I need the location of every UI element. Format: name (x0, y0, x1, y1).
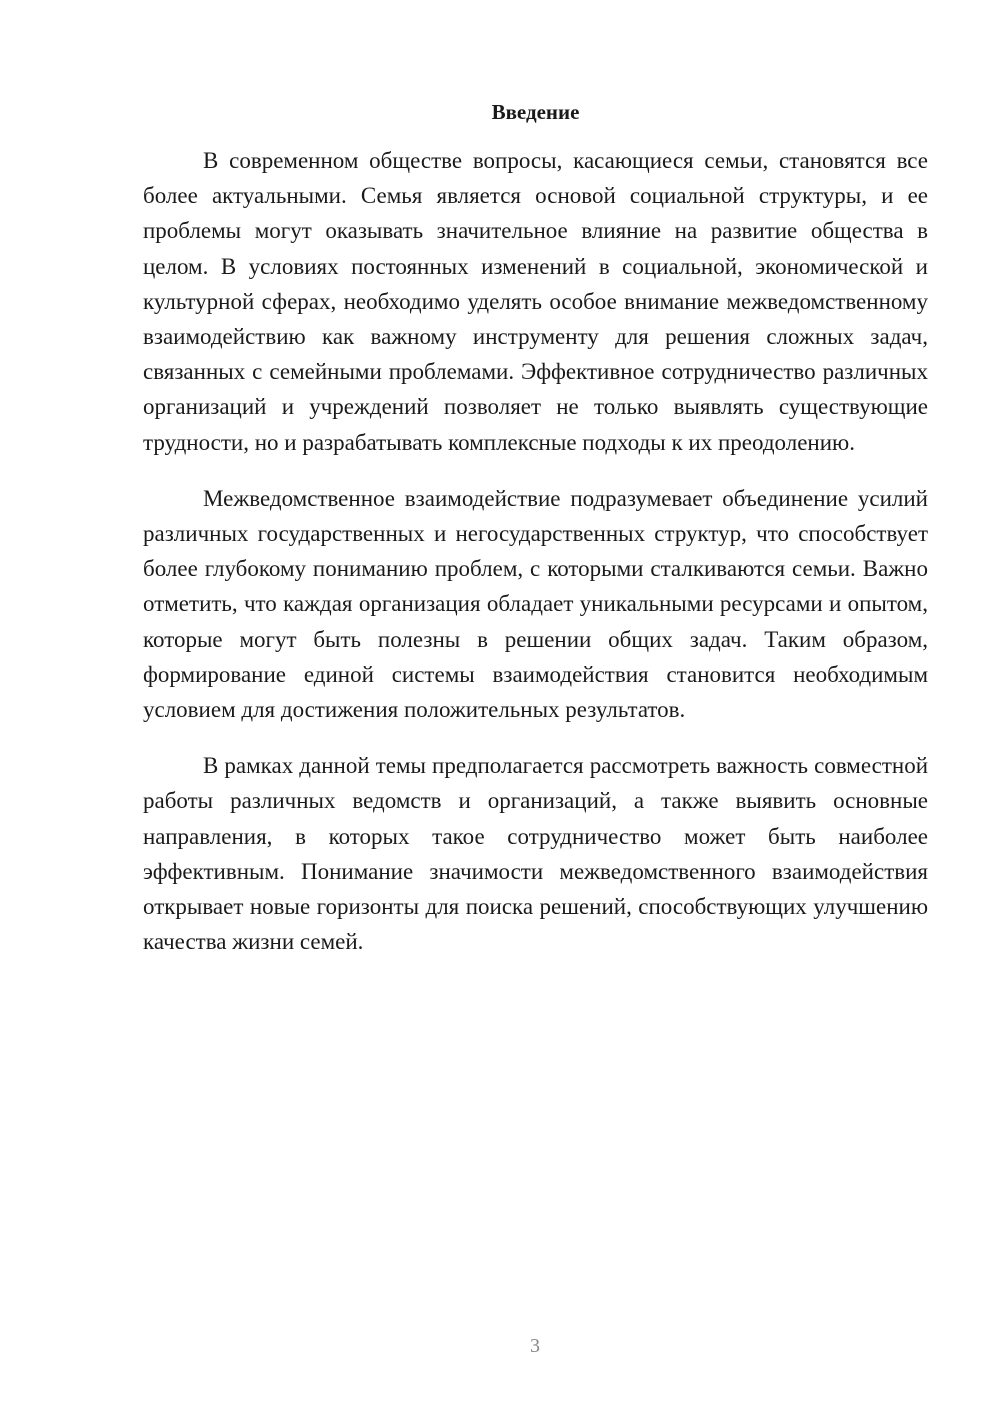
paragraph-1: В современном обществе вопросы, касающиеся семьи, становятся все более актуальными. Семья является основой социальной структуры, и ее проблемы могут оказывать значительное влияние на развитие общества в целом. В условиях постоянных изменений в социальной, экономической и культурной сферах, необходимо уделять особое внимание межведомственному взаимодействию как важному инструменту для решения сложных задач, связанных с семейными проблемами. Эффективное сотрудничество различных организаций и учреждений позволяет не только выявлять существующие трудности, но и разрабатывать комплексные подходы к их преодолению. (143, 148, 928, 455)
page-number: 3 (530, 1335, 540, 1357)
page-title: Введение (491, 100, 580, 124)
paragraph-3: В рамках данной темы предполагается рассмотреть важность совместной работы различных ведомств и организаций, а также выявить основные направления, в которых такое сотрудничество может быть наиболее эффективным. Понимание значимости межведомственного взаимодействия открывает новые горизонты для поиска решений, способствующих улучшению качества жизни семей. (143, 753, 928, 955)
paragraph-2: Межведомственное взаимодействие подразумевает объединение усилий различных государственных и негосударственных структур, что способствует более глубокому пониманию проблем, с которыми сталкиваются семьи. Важно отметить, что каждая организация обладает уникальными ресурсами и опытом, которые могут быть полезны в решении общих задач. Таким образом, формирование единой системы взаимодействия становится необходимым условием для достижения положительных результатов. (143, 485, 928, 723)
document-body (143, 143, 928, 959)
